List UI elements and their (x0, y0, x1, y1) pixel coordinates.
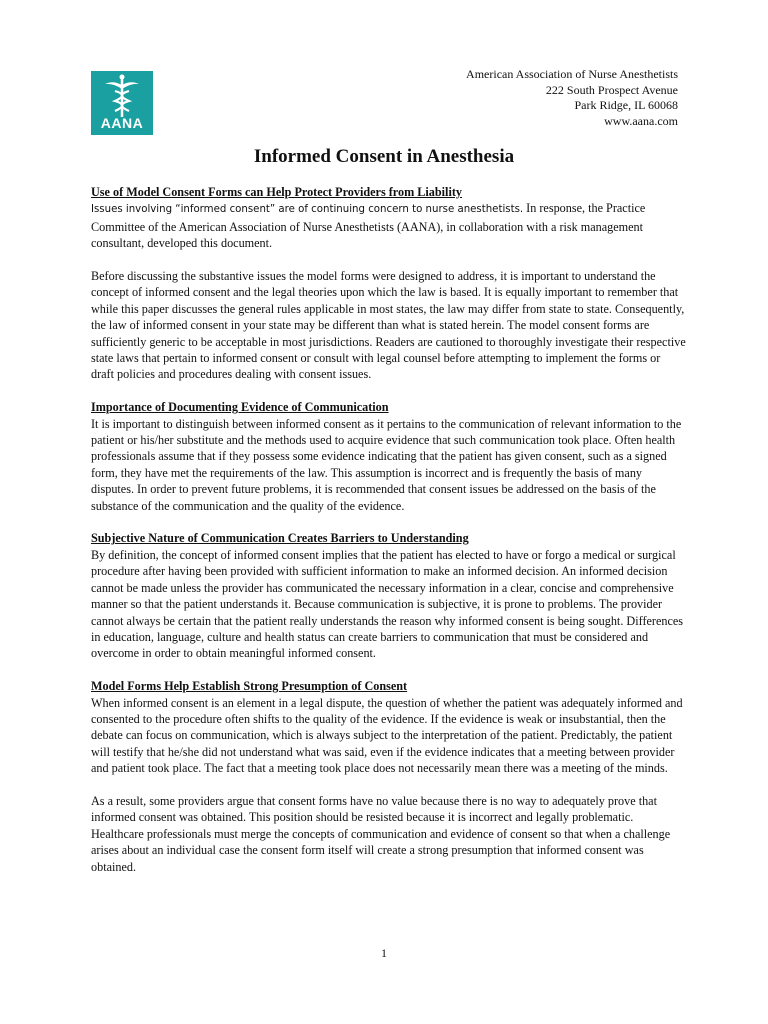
section-heading: Use of Model Consent Forms can Help Protect Providers from Liability (91, 185, 462, 199)
paragraph-text: In response, the Practice Committee of the American Association of Nurse Anesthetists (AANA), in collaboration with a risk management consultant, developed this document. (91, 201, 646, 251)
page-number: 1 (381, 946, 387, 960)
lead-sentence: Issues involving “informed consent” are of continuing concern to nurse anesthetists. (91, 204, 524, 216)
website: www.aana.com (604, 113, 678, 128)
document-body (91, 184, 686, 891)
logo-text: AANA (100, 115, 144, 131)
paragraph-text: By definition, the concept of informed consent implies that the patient has elected to have or forgo a medical or surgical procedure after having been provided with sufficient information to make an informed decision. An informed decision cannot be made unless the provider has communicated the necessary information in a clear, concise and comprehensive manner so that the patient understands it. Because communication is subjective, it is prone to problems. The provider cannot always be certain that the patient really understands the reason why informed consent is being sought. Differences in education, language, culture and health status can create barriers to communication that must be considered and overcome in order to obtain meaningful informed consent. (91, 547, 684, 661)
address-block (466, 67, 678, 129)
section-subjective (91, 530, 686, 661)
aana-logo (91, 71, 153, 135)
paragraph-text: It is important to distinguish between informed consent as it pertains to the communication of relevant information to the patient or his/her substitute and the methods used to acquire evidence that such communication took place. Often health professionals assume that if they possess some evidence indicating that the patient has given consent, such as a signed form, they have met the requirements of the law. This assumption is incorrect and is frequently the basis of many disputes. In order to prevent future problems, it is recommended that consent issues be addressed on the basis of the substance of the communication and the quality of the evidence. (91, 416, 682, 513)
section-heading: Subjective Nature of Communication Creates Barriers to Understanding (91, 531, 469, 546)
section-heading: Model Forms Help Establish Strong Presumption of Consent (91, 679, 408, 694)
document-title: Informed Consent in Anesthesia (253, 146, 515, 167)
section-documenting (91, 399, 686, 514)
paragraph-text: As a result, some providers argue that consent forms have no value because there is no way to adequately prove that informed consent was obtained. This position should be resisted because it is incorrect and legally problematic. Healthcare professionals must merge the concepts of communication and evidence of consent so that when a challenge arises about an individual case the consent form itself will create a strong presumption that informed consent was obtained. (91, 793, 671, 874)
section-heading: Importance of Documenting Evidence of Communication (91, 400, 389, 415)
section-liability (91, 184, 686, 383)
paragraph-text: When informed consent is an element in a legal dispute, the question of whether the patient was adequately informed and consented to the procedure often shifts to the quality of the evidence. If the evidence is weak or insubstantial, then the debate can focus on communication, which is always subject to the interpretation of the patient. Predictably, the patient will testify that he/she did not understand what was said, even if the evidence indicates that a meeting between provider and patient took place. The fact that a meeting took place does not necessarily mean there was a meeting of the minds. (91, 695, 683, 776)
org-name: American Association of Nurse Anesthetists (466, 67, 678, 81)
street-address: 222 South Prospect Avenue (545, 82, 678, 97)
section-model-forms (91, 678, 686, 875)
city-address: Park Ridge, IL 60068 (574, 98, 678, 112)
paragraph-text: Before discussing the substantive issues the model forms were designed to address, it is important to understand the concept of informed consent and the legal theories upon which the law is based. It is equally important to remember that while this paper discusses the general rules applicable in most states, the law may differ from state to state. Consequently, the law of informed consent in your state may be different than what is stated herein. The model consent forms are sufficiently generic to be acceptable in most jurisdictions. Readers are cautioned to thoroughly investigate their respective state laws that pertain to informed consent or consult with legal counsel before attempting to implement the forms or draft policies and procedures dealing with consent issues. (91, 269, 686, 382)
